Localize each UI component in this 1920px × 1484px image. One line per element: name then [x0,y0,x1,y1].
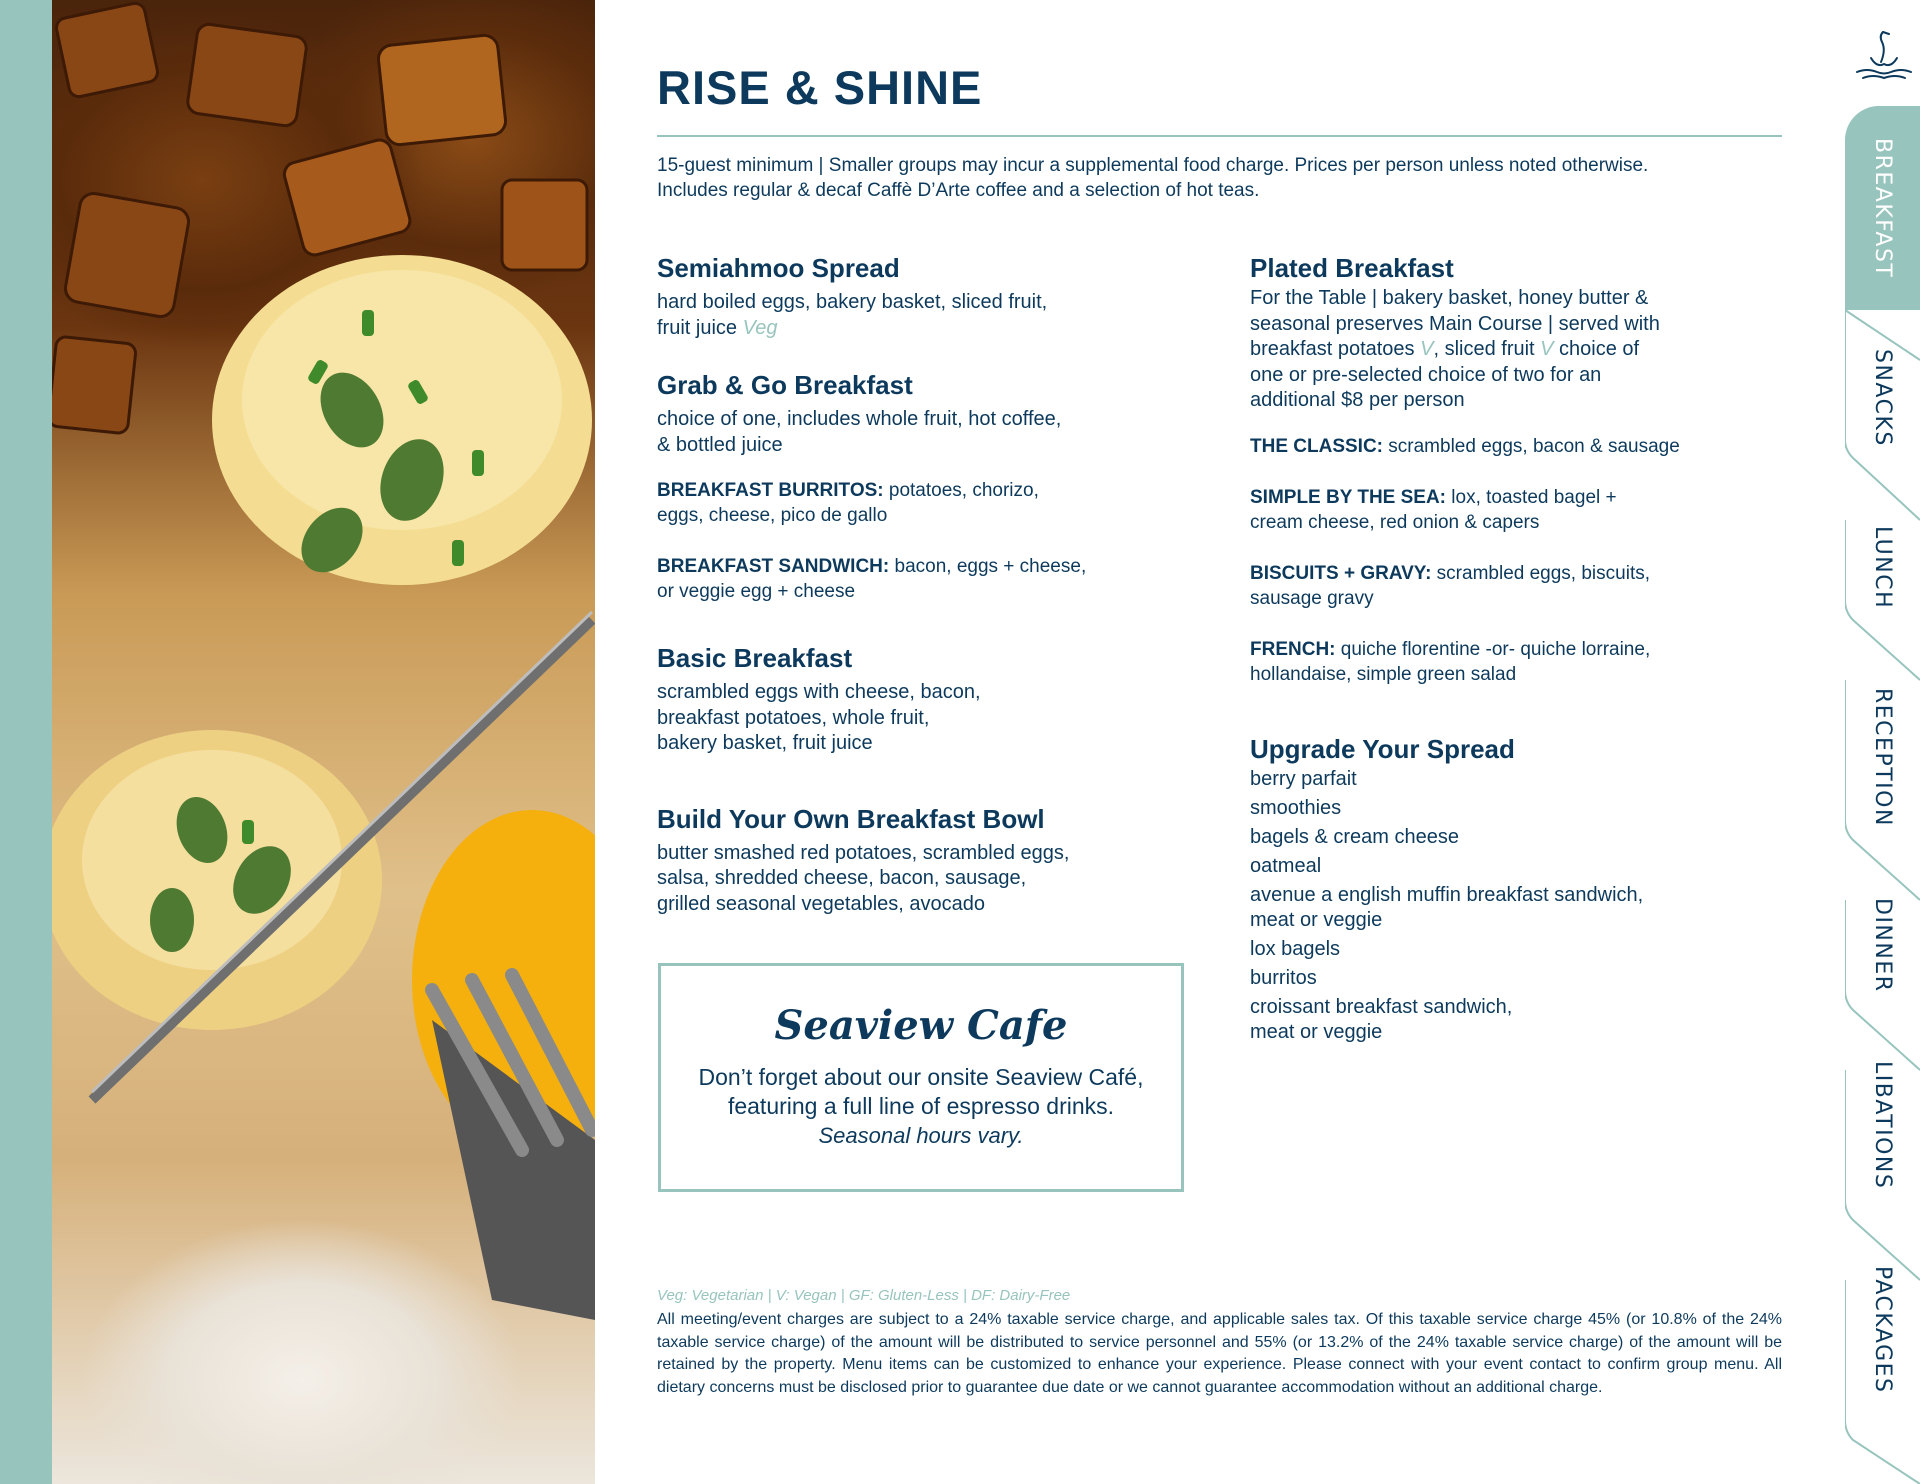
list-item: lox bagels [1250,937,1341,960]
tab-packages[interactable] [1845,1225,1920,1435]
list-item [1250,883,1770,933]
tab-libations[interactable] [1845,1025,1920,1225]
service-charge-disclaimer: All meeting/event charges are subject to a 24% taxable service charge, and applicable sales tax. Of this taxable service charge 45% (or 10.8% of the 24% taxable service charge) of the amount will be distributed to service personnel and 55% (or 13.2% of the 24% taxable service charge) of the amount will be retained by the property. Menu items can be customized to enhance your experience. Please connect with your event contact to confirm group menu. All dietary concerns must be disclosed prior to guarantee due date or we cannot guarantee accommodation without an additional charge. [657,1311,1782,1396]
cafe-line-2: featuring a full line of espresso drinks. [727,1093,1115,1119]
bowl-line-3: grilled seasonal vegetables, avocado [657,892,985,915]
tab-reception[interactable] [1845,650,1920,865]
breakfast-sandwich-text: bacon, eggs + cheese, [889,556,1087,577]
basic-line-3: bakery basket, fruit juice [657,732,873,754]
left-menu-column [657,252,1157,917]
plated-line-1: For the Table | bakery basket, honey butter & [1250,287,1649,309]
plated-breakfast-section [1250,252,1770,687]
list-item-line: meat or veggie [1250,1020,1383,1043]
intro-line-1: 15-guest minimum | Smaller groups may incur a supplemental food charge. Prices per person unless noted otherwise. [657,155,1649,176]
list-item: smoothies [1250,796,1342,819]
breakfast-burritos-text-2: eggs, cheese, pico de gallo [657,505,888,526]
tab-dinner[interactable] [1845,865,1920,1025]
simple-by-the-sea-item [1250,485,1770,535]
breakfast-sandwich-label: BREAKFAST SANDWICH: [657,556,890,577]
title-divider [657,135,1782,137]
simple-by-the-sea-text-2: cream cheese, red onion & capers [1250,511,1540,533]
vegan-tag: V [1540,338,1554,360]
the-classic-text: scrambled eggs, bacon & sausage [1383,435,1680,457]
biscuits-gravy-item [1250,561,1770,611]
dietary-legend: Veg: Vegetarian | V: Vegan | GF: Gluten-Less | DF: Dairy-Free [657,1287,1071,1304]
page-title: RISE & SHINE [657,61,983,114]
breakfast-sandwich-item [657,554,1157,604]
plated-line-4: one or pre-selected choice of two for an [1250,363,1602,386]
breakfast-burritos-label: BREAKFAST BURRITOS: [657,480,884,501]
plated-line-5: additional $8 per person [1250,389,1465,411]
list-item [1250,995,1770,1045]
breakfast-burritos-item [657,478,1157,528]
semiahmoo-spread-description [657,290,1157,341]
basic-breakfast-title: Basic Breakfast [657,643,853,673]
biscuits-gravy-text: scrambled eggs, biscuits, [1431,562,1650,584]
list-item: bagels & cream cheese [1250,825,1460,848]
bowl-line-2: salsa, shredded cheese, bacon, sausage, [657,867,1027,889]
breakfast-bowl-description [657,841,1157,918]
tab-snacks-label: SNACKS [1870,348,1895,447]
plated-line-3b: , sliced fruit [1433,338,1541,360]
tab-lunch[interactable] [1845,485,1920,650]
bowl-line-1: butter smashed red potatoes, scrambled eggs, [657,841,1070,864]
basic-line-2: breakfast potatoes, whole fruit, [657,706,930,729]
grab-go-line-2: & bottled juice [657,433,783,456]
french-text-2: hollandaise, simple green salad [1250,663,1517,685]
list-item: burritos [1250,966,1317,989]
upgrade-spread-section [1250,733,1770,1045]
basic-breakfast-description [657,680,1157,757]
plated-line-3a: breakfast potatoes [1250,338,1421,360]
plated-breakfast-description [1250,286,1770,414]
grab-go-line-1: choice of one, includes whole fruit, hot coffee, [657,408,1062,430]
grab-go-description [657,407,1157,458]
biscuits-gravy-text-2: sausage gravy [1250,587,1374,609]
seaview-cafe-title: Seaview Cafe [774,1002,1068,1049]
cafe-line-1: Don’t forget about our onsite Seaview Café, [698,1064,1144,1090]
basic-breakfast-section [657,642,1157,757]
grab-go-section [657,369,1157,604]
plated-line-3c: choice of [1553,338,1640,360]
list-item: oatmeal [1250,854,1322,877]
vegan-tag: V [1420,338,1434,360]
eggs-benedict-photo [52,0,595,1484]
tab-packages-label: PACKAGES [1870,1266,1895,1394]
list-item: berry parfait [1250,767,1357,790]
intro-line-2: Includes regular & decaf Caffè D’Arte coffee and a selection of hot teas. [657,180,1260,201]
list-item-line: croissant breakfast sandwich, [1250,995,1513,1018]
section-tabs [1845,0,1920,1484]
cafe-hours-note: Seasonal hours vary. [818,1123,1024,1148]
breakfast-burritos-text: potatoes, chorizo, [883,480,1039,501]
tab-breakfast-label: BREAKFAST [1870,137,1895,279]
plated-line-2: seasonal preserves Main Course | served with [1250,312,1660,335]
intro-text [657,153,1782,203]
tab-dinner-label: DINNER [1870,897,1895,993]
tab-reception-label: RECEPTION [1870,688,1895,827]
biscuits-gravy-label: BISCUITS + GRAVY: [1250,562,1432,584]
simple-by-the-sea-text: lox, toasted bagel + [1446,486,1617,508]
french-text: quiche florentine -or- quiche lorraine, [1335,638,1651,660]
semiahmoo-line-1: hard boiled eggs, bakery basket, sliced fruit, [657,291,1048,313]
list-item-line: avenue a english muffin breakfast sandwich, [1250,883,1644,906]
list-item-line: meat or veggie [1250,908,1383,931]
breakfast-bowl-section [657,803,1157,918]
grab-go-title: Grab & Go Breakfast [657,370,913,400]
upgrade-spread-title: Upgrade Your Spread [1250,733,1515,764]
veg-tag: Veg [742,316,778,339]
plated-breakfast-title: Plated Breakfast [1250,253,1454,283]
semiahmoo-line-2: fruit juice [657,316,743,339]
the-classic-label: THE CLASSIC: [1250,435,1383,457]
basic-line-1: scrambled eggs with cheese, bacon, [657,681,981,703]
right-menu-column [1250,252,1770,1049]
simple-by-the-sea-label: SIMPLE BY THE SEA: [1250,486,1447,508]
tab-breakfast[interactable] [1845,106,1920,310]
the-classic-item [1250,434,1770,459]
seaview-cafe-box [658,963,1184,1192]
tab-lunch-label: LUNCH [1870,525,1895,610]
tab-libations-label: LIBATIONS [1870,1060,1895,1190]
breakfast-bowl-title: Build Your Own Breakfast Bowl [657,803,1045,834]
french-item [1250,637,1770,687]
semiahmoo-spread-section [657,252,1157,341]
upgrade-spread-list [1250,767,1770,1045]
left-accent-strip [0,0,52,1484]
seaview-cafe-description [661,1063,1181,1150]
breakfast-sandwich-text-2: or veggie egg + cheese [657,581,856,602]
tab-snacks[interactable] [1845,310,1920,485]
semiahmoo-spread-title: Semiahmoo Spread [657,253,900,283]
french-label: FRENCH: [1250,638,1336,660]
